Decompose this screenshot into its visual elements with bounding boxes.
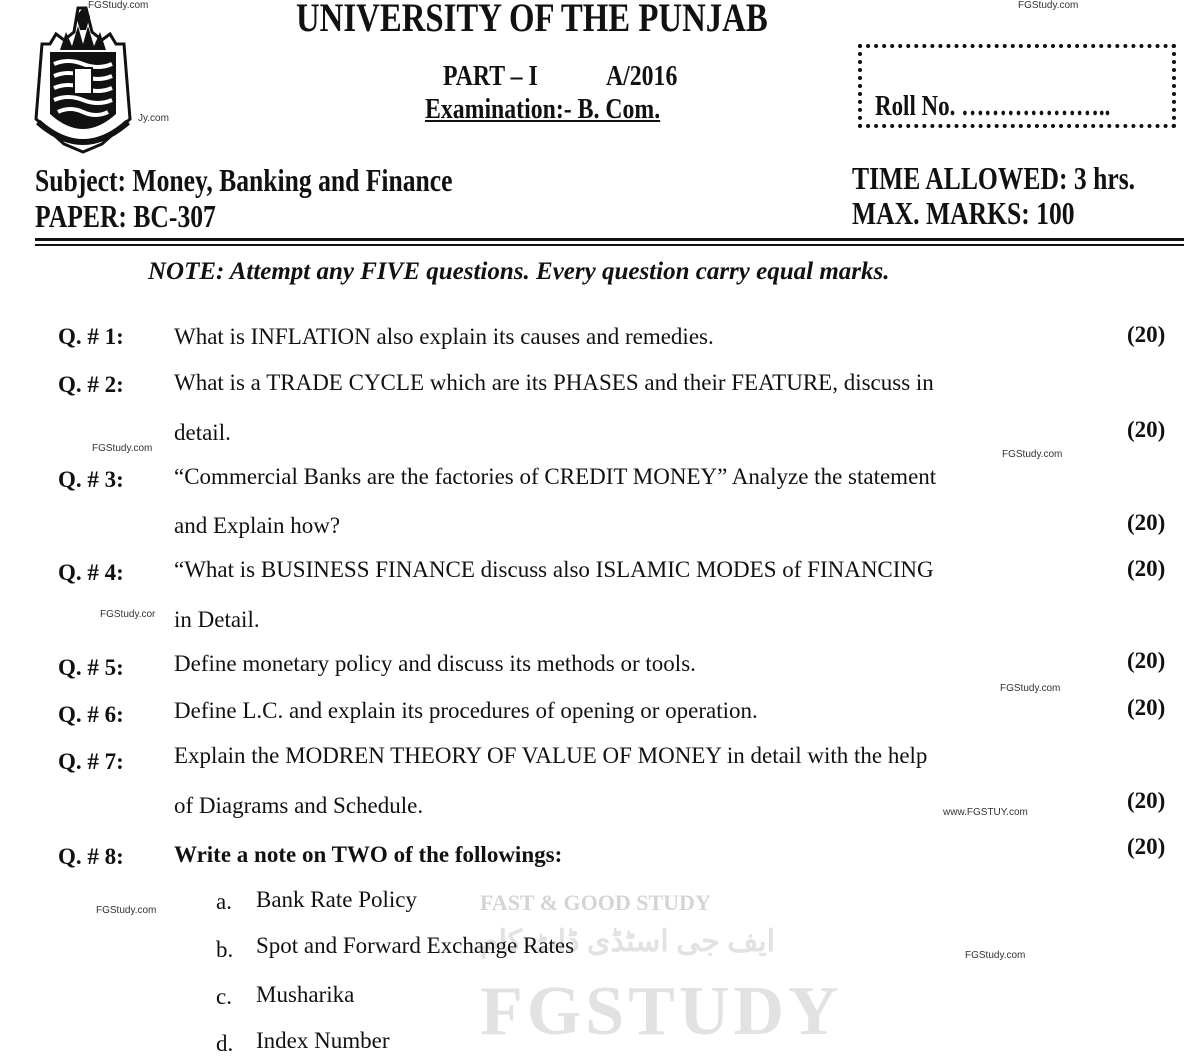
question-text: Write a note on TWO of the followings: — [174, 842, 563, 867]
site-watermark: FGStudy.com — [1000, 683, 1061, 694]
subitem-letter: d. — [216, 1031, 234, 1056]
question-marks: (20) — [1127, 834, 1166, 859]
question-label: Q. # 4: — [58, 560, 124, 585]
subject-label: Subject: Money, Banking and Finance — [35, 162, 453, 198]
university-title: UNIVERSITY OF THE PUNJAB — [296, 0, 768, 40]
site-watermark: FGStudy.com — [96, 905, 157, 916]
urdu-watermark: ایف جی اسٹڈی ڈاٹ کام — [480, 925, 775, 958]
header-divider — [35, 244, 1184, 246]
subitem-text: Bank Rate Policy — [256, 887, 417, 912]
question-text: Define monetary policy and discuss its methods or tools. — [174, 651, 696, 676]
question-text: in Detail. — [174, 607, 260, 632]
site-watermark: FGStudy.com — [1018, 0, 1079, 11]
question-label: Q. # 7: — [58, 749, 124, 774]
question-label: Q. # 6: — [58, 702, 124, 727]
fgstudy-watermark: FGSTUDY — [480, 973, 843, 1050]
session-label: A/2016 — [606, 60, 678, 92]
question-text: What is a TRADE CYCLE which are its PHASES and their FEATURE, discuss in — [174, 370, 934, 395]
site-watermark: FGStudy.com — [965, 950, 1026, 961]
subitem-text: Spot and Forward Exchange Rates — [256, 933, 575, 958]
subitem-letter: b. — [216, 937, 234, 962]
question-marks: (20) — [1127, 788, 1166, 813]
time-allowed: TIME ALLOWED: 3 hrs. — [852, 160, 1136, 196]
question-text: of Diagrams and Schedule. — [174, 793, 424, 818]
paper-code: PAPER: BC-307 — [35, 198, 216, 234]
question-text: “Commercial Banks are the factories of CREDIT MONEY” Analyze the statement — [174, 464, 937, 489]
question-label: Q. # 2: — [58, 372, 124, 397]
site-watermark: www.FGSTUY.com — [943, 807, 1028, 818]
site-watermark: FGStudy.com — [88, 0, 149, 11]
site-watermark: FGStudy.cor — [100, 609, 156, 620]
subitem-text: Musharika — [256, 982, 355, 1007]
question-text: “What is BUSINESS FINANCE discuss also ISLAMIC MODES of FINANCING — [174, 557, 934, 582]
question-text: and Explain how? — [174, 513, 341, 538]
question-label: Q. # 1: — [58, 324, 124, 349]
question-label: Q. # 8: — [58, 844, 124, 869]
examination-label: Examination:- B. Com. — [425, 93, 661, 125]
question-marks: (20) — [1127, 648, 1166, 673]
question-marks: (20) — [1127, 556, 1166, 581]
subitem-letter: c. — [216, 984, 232, 1009]
subitem-text: Index Number — [256, 1028, 390, 1053]
question-text: What is INFLATION also explain its causes and remedies. — [174, 324, 714, 349]
part-label: PART – I — [443, 60, 538, 92]
roll-number-field[interactable]: Roll No. ……………….. — [875, 91, 1111, 122]
tagline-watermark: FAST & GOOD STUDY — [480, 890, 711, 915]
max-marks: MAX. MARKS: 100 — [852, 195, 1075, 231]
question-label: Q. # 5: — [58, 655, 124, 680]
site-watermark: FGStudy.com — [92, 443, 153, 454]
question-marks: (20) — [1127, 695, 1166, 720]
question-label: Q. # 3: — [58, 467, 124, 492]
question-text: detail. — [174, 420, 231, 445]
question-marks: (20) — [1127, 417, 1166, 442]
site-watermark: FGStudy.com — [1002, 449, 1063, 460]
question-marks: (20) — [1127, 510, 1166, 535]
header-divider — [35, 238, 1184, 241]
site-watermark: Jy.com — [138, 113, 169, 124]
question-text: Define L.C. and explain its procedures of opening or operation. — [174, 698, 758, 723]
subitem-letter: a. — [216, 889, 232, 914]
question-text: Explain the MODREN THEORY OF VALUE OF MONEY in detail with the help — [174, 743, 928, 768]
university-logo — [30, 4, 136, 154]
question-marks: (20) — [1127, 322, 1166, 347]
exam-note: NOTE: Attempt any FIVE questions. Every question carry equal marks. — [148, 258, 890, 285]
